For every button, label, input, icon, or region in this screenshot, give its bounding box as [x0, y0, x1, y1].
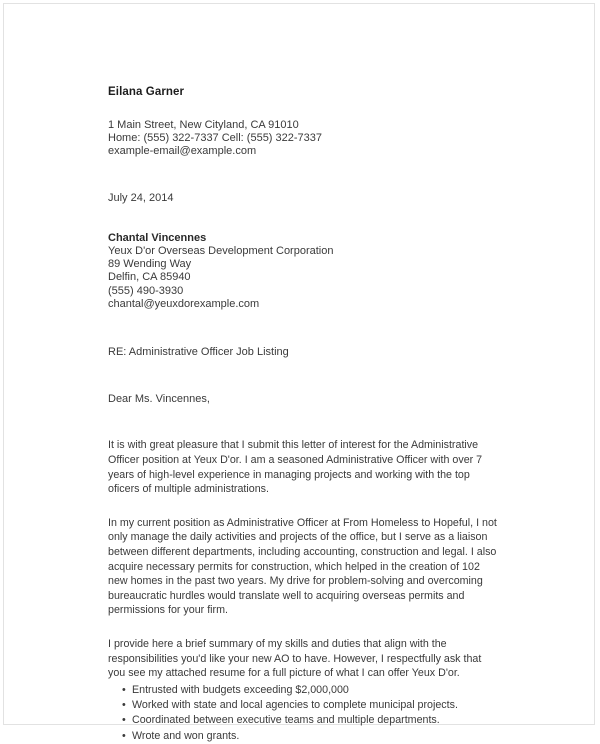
letter-date: July 24, 2014: [108, 191, 174, 204]
paragraph-3: I provide here a brief summary of my skills and duties that align with the responsibilities you'd like your new AO to have. However, I respectfully ask that you see my attached resume for a full picture of what I can offer Yeux D'or.: [108, 637, 482, 680]
bullet-icon: •: [122, 699, 126, 712]
sender-phones: Home: (555) 322-7337 Cell: (555) 322-7337: [108, 132, 323, 145]
sender-email: example-email@example.com: [108, 145, 257, 158]
list-item-label: Worked with state and local agencies to complete municipal projects.: [132, 699, 458, 712]
bullet-icon: •: [122, 714, 126, 727]
subject-line: RE: Administrative Officer Job Listing: [108, 346, 289, 359]
list-item: [108, 729, 498, 744]
bullet-icon: •: [122, 683, 126, 696]
paragraph-2: In my current position as Administrative Officer at From Homeless to Hopeful, I not only manage the daily activities and projects of the office, but I serve as a liaison between different departments, including accounting, construction and legal. I also acquire necessary permits for construction, which helped in the creation of 102 new homes in the past two years. My drive for problem-solving and overcoming bureaucratic hurdles would translate well to acquiring overseas permits and permissions for your firm.: [108, 516, 497, 617]
recipient-block: [108, 232, 500, 311]
recipient-phone: (555) 490-3930: [108, 284, 184, 297]
letter-paragraphs: [108, 438, 498, 744]
salutation: Dear Ms. Vincennes,: [108, 393, 210, 406]
cover-letter-body: [108, 85, 500, 744]
recipient-email: chantal@yeuxdorexample.com: [108, 297, 260, 310]
recipient-city-state-zip: Delfin, CA 85940: [108, 271, 191, 284]
list-item-label: Coordinated between executive teams and multiple departments.: [132, 714, 440, 727]
list-item: [108, 698, 498, 713]
sender-contact-block: [108, 119, 500, 159]
sender-address: 1 Main Street, New Cityland, CA 91010: [108, 119, 299, 131]
sender-name: Eilana Garner: [108, 86, 185, 98]
list-item: [108, 683, 498, 698]
recipient-name: Chantal Vincennes: [108, 231, 207, 244]
list-item: [108, 713, 498, 728]
paragraph-1: It is with great pleasure that I submit this letter of interest for the Administrative Officer position at Yeux D'or. I am a seasoned Administrative Officer with over 7 years of high-level experience in managing projects and working with the top oficers of multiple administrations.: [108, 439, 483, 496]
list-item-label: Entrusted with budgets exceeding $2,000,000: [132, 683, 349, 696]
list-item-label: Wrote and won grants.: [132, 729, 240, 742]
recipient-company: Yeux D'or Overseas Development Corporation: [108, 245, 334, 258]
recipient-street: 89 Wending Way: [108, 258, 192, 271]
bullet-icon: •: [122, 729, 126, 742]
document-page: [3, 3, 595, 742]
qualifications-list: [108, 683, 498, 744]
